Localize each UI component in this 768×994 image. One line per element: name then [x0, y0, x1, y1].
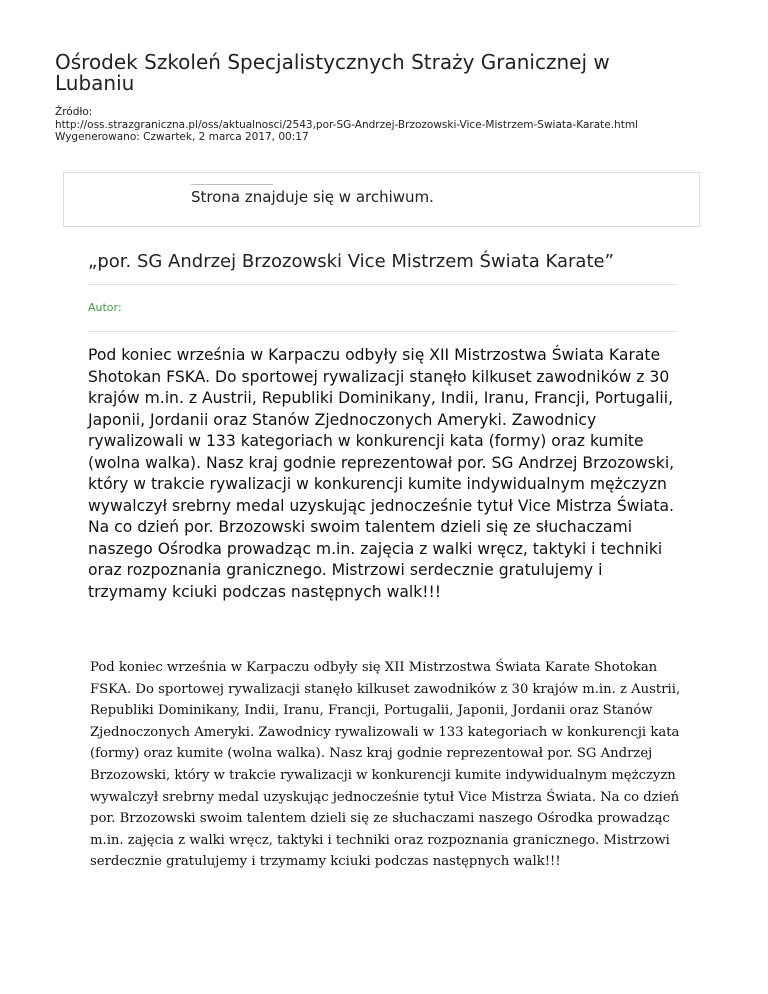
archive-notice-divider: [191, 184, 273, 185]
source-url: http://oss.strazgraniczna.pl/oss/aktualnosci/2543,por-SG-Andrzej-Brzozowski-Vice-Mistrzem-Swiata-Karate.html: [55, 118, 638, 131]
generated-timestamp: Wygenerowano: Czwartek, 2 marca 2017, 00:17: [55, 131, 309, 143]
author-label: Autor:: [88, 301, 122, 314]
source-label: Źródło:: [55, 106, 93, 118]
article-lead: Pod koniec września w Karpaczu odbyły się XII Mistrzostwa Świata Karate Shotokan FSKA. Do sportowej rywalizacji stanęło kilkuset zawodników z 30 krajów m.in. z Austrii, Republiki Dominikany, Indii, Iranu, Francji, Portugalii, Japonii, Jordanii oraz Stanów Zjednoczonych Ameryki. Zawodnicy rywalizowali w 133 kategoriach w konkurencji kata (formy) oraz kumite (wolna walka). Nasz kraj godnie reprezentował por. SG Andrzej Brzozowski, który w trakcie rywalizacji w konkurencji kumite indywidualnym mężczyzn wywalczył srebrny medal uzyskując jednocześnie tytuł Vice Mistrza Świata. Na co dzień por. Brzozowski swoim talentem dzieli się ze słuchaczami naszego Ośrodka prowadząc m.in. zajęcia z walki wręcz, taktyki i techniki oraz rozpoznania granicznego. Mistrzowi serdecznie gratulujemy i trzymamy kciuki podczas następnych walk!!!: [88, 346, 675, 601]
archive-notice-text: Strona znajduje się w archiwum.: [191, 188, 434, 206]
source-meta: [55, 106, 638, 144]
article-body: Pod koniec września w Karpaczu odbyły się XII Mistrzostwa Świata Karate Shotokan FSKA. Do sportowej rywalizacji stanęło kilkuset zawodników z 30 krajów m.in. z Austrii, Republiki Dominikany, Indii, Iranu, Francji, Portugalii, Japonii, Jordanii oraz Stanów Zjednoczonych Ameryki. Zawodnicy rywalizowali w 133 kategoriach w konkurencji kata (formy) oraz kumite (wolna walka). Nasz kraj godnie reprezentował por. SG Andrzej Brzozowski, który w trakcie rywalizacji w konkurencji kumite indywidualnym mężczyzn wywalczył srebrny medal uzyskując jednocześnie tytuł Vice Mistrza Świata. Na co dzień por. Brzozowski swoim talentem dzieli się ze słuchaczami naszego Ośrodka prowadząc m.in. zajęcia z walki wręcz, taktyki i techniki oraz rozpoznania granicznego. Mistrzowi serdecznie gratulujemy i trzymamy kciuki podczas następnych walk!!!: [90, 660, 681, 870]
author-divider: [88, 331, 676, 332]
title-divider: [88, 284, 676, 285]
site-title: Ośrodek Szkoleń Specjalistycznych Straży Granicznej w Lubaniu: [55, 50, 610, 95]
article-title: „por. SG Andrzej Brzozowski Vice Mistrzem Świata Karate”: [88, 251, 614, 272]
archive-notice-box: [63, 172, 700, 227]
